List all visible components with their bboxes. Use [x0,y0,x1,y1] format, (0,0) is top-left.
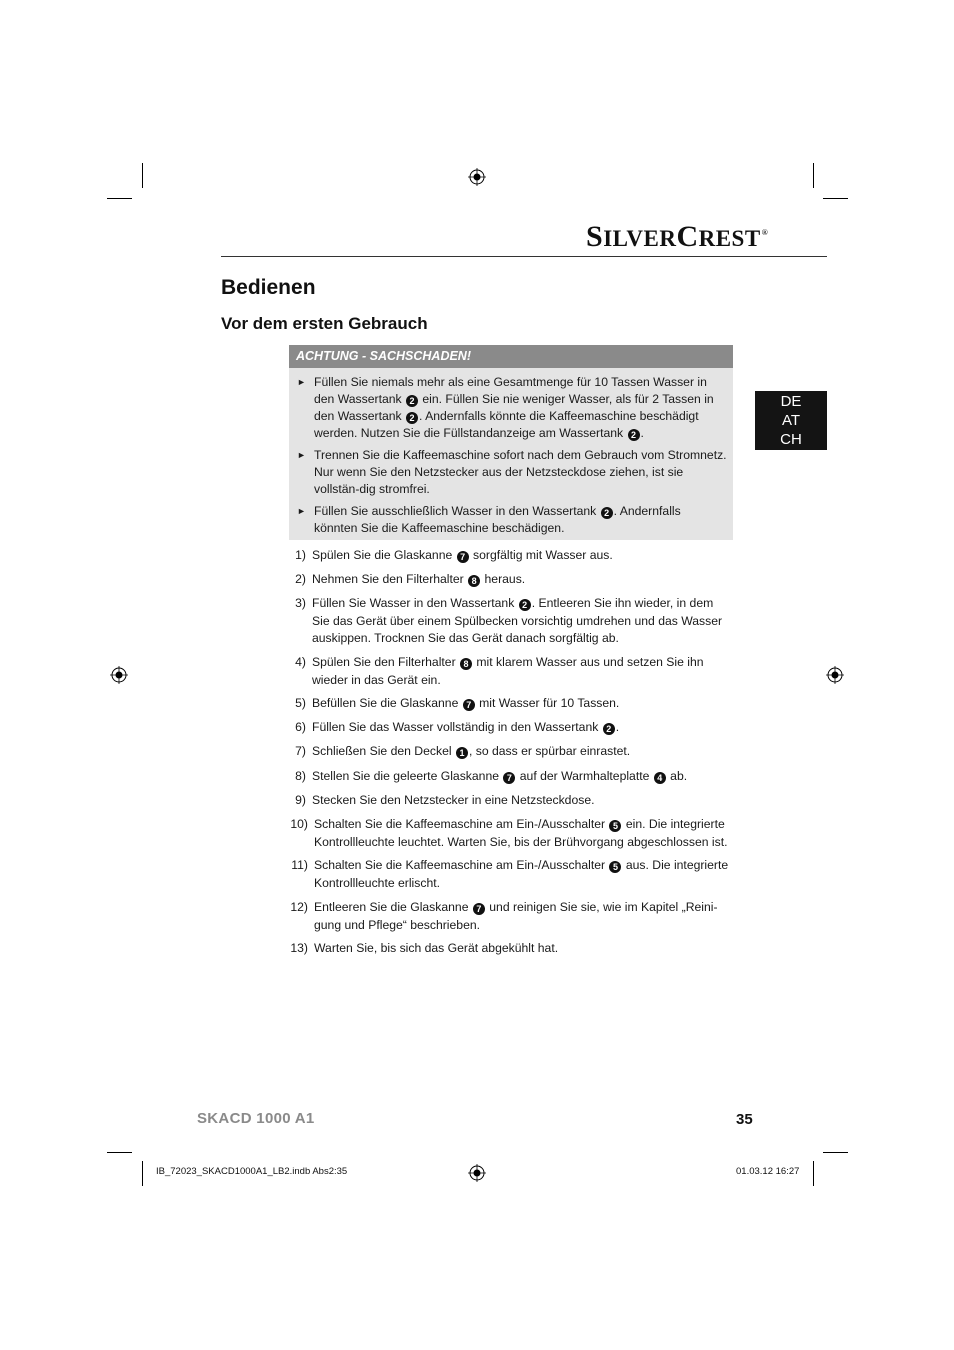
part-reference-number: 5 [609,820,621,832]
print-slug: IB_72023_SKACD1000A1_LB2.indb Abs2:35 [156,1166,348,1177]
registration-mark-icon [468,168,486,186]
step-text: Befüllen Sie die Glaskanne 7 mit Wasser für 10 Tassen. [312,696,620,710]
step-number: 5) [295,696,306,710]
step-number: 7) [295,744,306,758]
warning-item-text: Füllen Sie ausschließlich Wasser in den Wassertank 2 . Andernfalls könnten Sie die Kaffeemaschine beschädigen. [314,504,681,535]
language-code: CH [780,431,802,448]
part-reference-number: 2 [519,599,531,611]
language-code: DE [780,393,802,410]
step-number: 3) [295,596,306,610]
instruction-step [295,768,732,786]
print-date: 01.03.12 16:27 [736,1166,800,1177]
part-reference-number: 1 [456,747,468,759]
instruction-step [295,695,732,713]
step-text: Stellen Sie die geleerte Glaskanne 7 auf der Warmhalteplatte 4 ab. [312,769,688,783]
language-tab [755,391,827,450]
crop-mark [142,1161,143,1186]
step-text: Schalten Sie die Kaffeemaschine am Ein-/Ausschalter 5 aus. Die integrierte Kontrollleuchte erlischt. [314,858,729,890]
step-text: Nehmen Sie den Filterhalter 8 heraus. [312,572,526,586]
step-text: Füllen Sie Wasser in den Wassertank 2 . Entleeren Sie ihn wieder, in dem Sie das Gerät über einem Spülbecken vorsichtig umdrehen und das Wasser auskippen. Trocknen Sie das Gerät danach sorgfältig ab. [312,596,723,645]
warning-heading: ACHTUNG - SACHSCHADEN! [289,345,733,368]
crop-mark [813,1161,814,1186]
step-text: Füllen Sie das Wasser vollständig in den Wassertank 2 . [312,720,620,734]
instruction-step [295,571,732,589]
registration-mark-icon [826,666,844,684]
part-reference-number: 7 [503,772,515,784]
warning-item-text: Trennen Sie die Kaffeemaschine sofort nach dem Gebrauch vom Stromnetz. Nur wenn Sie den Netzstecker aus der Netzsteckdose ziehen, ist sie vollstän-dig stromfrei. [314,448,727,496]
step-number: 10) [290,817,308,831]
page-title: Bedienen [221,276,316,299]
step-text: Schließen Sie den Deckel 1 , so dass er spürbar einrastet. [312,744,631,758]
instruction-step [295,792,732,810]
part-reference-number: 8 [460,658,472,670]
step-number: 12) [290,900,308,914]
step-number: 2) [295,572,306,586]
header-rule [221,256,827,257]
step-text: Warten Sie, bis sich das Gerät abgekühlt hat. [314,941,559,955]
part-reference-number: 7 [463,699,475,711]
part-reference-number: 5 [609,861,621,873]
instruction-step [290,816,732,851]
warning-item-text: Füllen Sie niemals mehr als eine Gesamtmenge für 10 Tassen Wasser in den Wassertank 2 ein. Füllen Sie nie weniger Wasser, als für 2 Tassen in den Wassertank 2 . Andernfalls könnte die Kaffeemaschine beschädigt werden. Nutzen Sie die Füllstandanzeige am Wassertank 2 . [314,375,714,440]
section-title: Vor dem ersten Gebrauch [221,314,428,333]
crop-mark [813,163,814,188]
instruction-step [295,743,732,761]
bullet-arrow-icon: ► [297,450,306,460]
bullet-arrow-icon: ► [297,506,306,516]
instruction-step [295,719,732,737]
part-reference-number: 7 [473,903,485,915]
crop-mark [107,1152,132,1153]
instruction-step [295,547,732,565]
part-reference-number: 7 [457,551,469,563]
instruction-step [290,899,732,934]
instruction-step [295,595,732,648]
step-number: 9) [295,793,306,807]
part-reference-number: 2 [603,723,615,735]
registration-mark-icon [468,1164,486,1182]
step-number: 1) [295,548,306,562]
crop-mark [823,1152,848,1153]
step-text: Stecken Sie den Netzstecker in eine Netzsteckdose. [312,793,595,807]
part-reference-number: 2 [628,429,640,441]
part-reference-number: 8 [468,575,480,587]
step-text: Spülen Sie die Glaskanne 7 sorgfältig mit Wasser aus. [312,548,613,562]
step-number: 8) [295,769,306,783]
part-reference-number: 4 [654,772,666,784]
language-code: AT [781,412,801,429]
crop-mark [107,198,132,199]
step-number: 6) [295,720,306,734]
registration-mark-icon [110,666,128,684]
instruction-step [290,940,732,958]
page-number: 35 [736,1111,753,1128]
crop-mark [142,163,143,188]
part-reference-number: 2 [406,395,418,407]
step-text: Schalten Sie die Kaffeemaschine am Ein-/Ausschalter 5 ein. Die integrierte Kontrollleuchte leuchtet. Warten Sie, bis der Brühvorgang abgeschlossen ist. [314,817,728,849]
step-number: 4) [295,655,306,669]
model-number: SKACD 1000 A1 [197,1110,315,1127]
part-reference-number: 2 [601,507,613,519]
bullet-arrow-icon: ► [297,377,306,387]
brand-logo: SILVERCREST® [586,220,769,253]
instruction-step [291,857,732,892]
instruction-step [295,654,732,689]
crop-mark [823,198,848,199]
warning-box [289,345,733,540]
part-reference-number: 2 [406,412,418,424]
step-text: Spülen Sie den Filterhalter 8 mit klarem Wasser aus und setzen Sie ihn wieder in das Gerät ein. [312,655,704,687]
step-number: 11) [291,858,308,872]
step-number: 13) [290,941,308,955]
step-text: Entleeren Sie die Glaskanne 7 und reinigen Sie sie, wie im Kapitel „Reini-gung und Pflege“ beschrieben. [314,900,718,932]
